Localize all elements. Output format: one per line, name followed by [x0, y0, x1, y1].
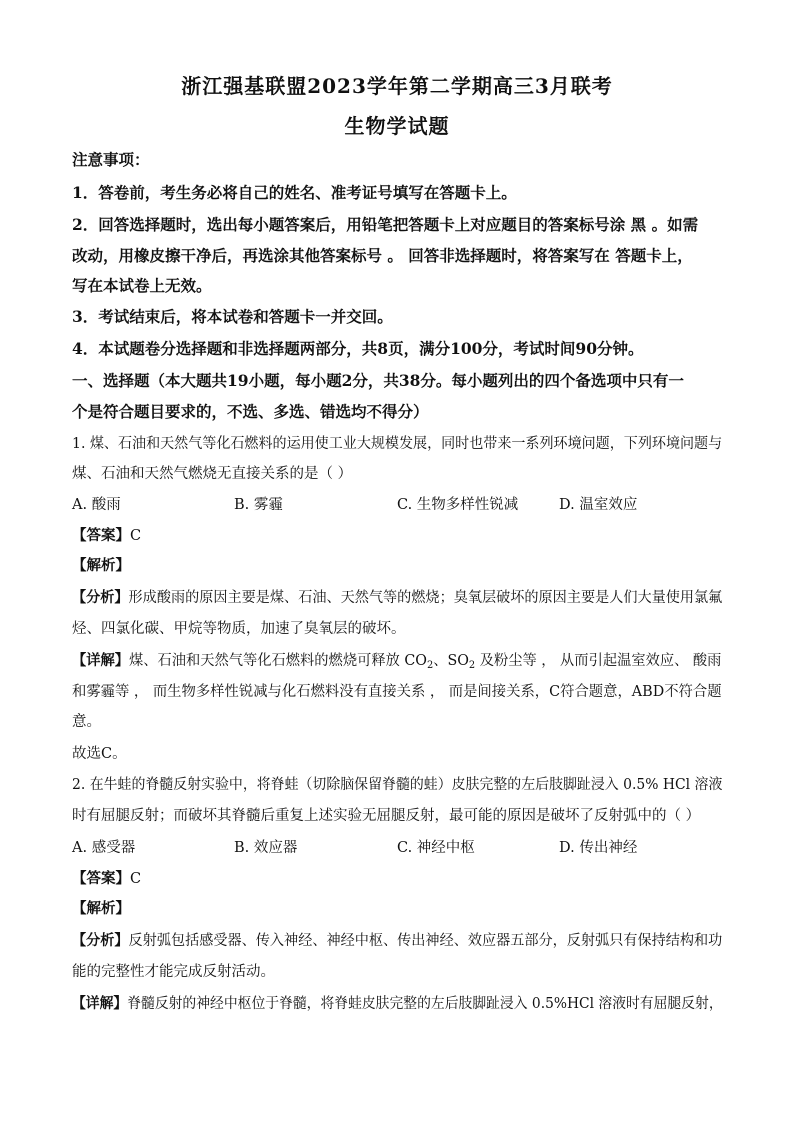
q1-fenxi [72, 588, 723, 608]
xiangjie-text-b: 、SO [433, 653, 469, 669]
notice-item-2: 2．回答选择题时，选出每小题答案后，用铅笔把答题卡上对应题目的答案标号涂 黑 。如需 [72, 215, 699, 234]
q2-option-d: D. 传出神经 [559, 840, 638, 856]
q2-stem-cont: 时有屈腿反射；而破坏其脊髓后重复上述实验无屈腿反射，最可能的原因是破坏了反射弧中的（ ） [72, 808, 701, 824]
notice-item-2-cont: 改动，用橡皮擦干净后，再选涂其他答案标号 。 回答非选择题时，将答案写在 答题卡上， [72, 246, 693, 265]
section-heading: 一、选择题（本大题共19小题，每小题2分，共38分。每小题列出的四个备选项中只有一 [72, 371, 684, 390]
q1-conclusion: 故选C。 [72, 746, 127, 762]
q1-stem-cont: 煤、石油和天然气燃烧无直接关系的是（ ） [72, 466, 353, 482]
fenxi-text: 反射弧包括感受器、传入神经、神经中枢、传出神经、效应器五部分，反射弧只有保持结构和功 [128, 933, 723, 949]
q1-fenxi-cont: 烃、四氯化碳、甲烷等物质，加速了臭氧层的破坏。 [72, 621, 406, 637]
q1-xiangjie-end: 意。 [72, 714, 101, 730]
co2-subscript: 2 [426, 660, 434, 671]
q1-option-a: A. 酸雨 [72, 497, 121, 513]
q2-answer [72, 869, 722, 889]
notice-item-4: 4．本试题卷分选择题和非选择题两部分，共8页，满分100分，考试时间90分钟。 [72, 339, 644, 358]
answer-tag: 【答案】 [72, 870, 130, 887]
q1-analysis-tag: 【解析】 [72, 557, 130, 574]
exam-title: 浙江强基联盟2023学年第二学期高三3月联考 [181, 74, 613, 98]
notice-item-2-end: 写在本试卷上无效。 [72, 276, 212, 295]
xiangjie-tag: 【详解】 [72, 652, 130, 669]
q1-option-d: D. 温室效应 [559, 497, 638, 513]
answer-tag: 【答案】 [72, 527, 130, 544]
notice-item-1: 1．答卷前，考生务必将自己的姓名、准考证号填写在答题卡上。 [72, 183, 517, 202]
q2-option-a: A. 感受器 [72, 840, 136, 856]
section-heading-cont: 个是符合题目要求的，不选、多选、错选均不得分） [72, 402, 429, 421]
fenxi-text: 形成酸雨的原因主要是煤、石油、天然气等的燃烧；臭氧层破坏的原因主要是人们大量使用氯氟 [128, 590, 723, 606]
so2-subscript: 2 [468, 660, 476, 671]
q2-option-b: B. 效应器 [234, 840, 298, 856]
xiangjie-tag: 【详解】 [72, 995, 128, 1012]
q1-xiangjie-cont: 和雾霾等 ， 而生物多样性锐减与化石燃料没有直接关系 ， 而是间接关系，C符合题意，ABD不符合题 [72, 684, 722, 700]
q2-xiangjie [72, 994, 723, 1014]
q2-fenxi [72, 931, 723, 951]
q1-answer [72, 526, 722, 546]
xiangjie-text: 脊髓反射的神经中枢位于脊髓，将脊蛙皮肤完整的左后肢脚趾浸入 0.5%HCl 溶液时有屈腿反射， [127, 996, 723, 1012]
q2-stem: 2. 在牛蛙的脊髓反射实验中，将脊蛙（切除脑保留脊髓的蛙）皮肤完整的左后肢脚趾浸入 0.5% HCl 溶液 [72, 777, 723, 793]
notice-heading: 注意事项： [72, 150, 150, 169]
answer-value: C [130, 528, 142, 544]
xiangjie-text-a: 煤、石油和天然气等化石燃料的燃烧可释放 CO [129, 653, 427, 669]
xiangjie-text-c: 及粉尘等 ， 从而引起温室效应、 酸雨 [475, 653, 722, 669]
q1-xiangjie [72, 651, 722, 671]
exam-subtitle: 生物学试题 [344, 114, 450, 138]
notice-item-3: 3．考试结束后，将本试卷和答题卡一并交回。 [72, 307, 393, 326]
q2-fenxi-cont: 能的完整性才能完成反射活动。 [72, 964, 275, 980]
fenxi-tag: 【分析】 [72, 589, 129, 606]
fenxi-tag: 【分析】 [72, 932, 129, 949]
q1-stem: 1. 煤、石油和天然气等化石燃料的运用使工业大规模发展，同时也带来一系列环境问题，下列环境问题与 [72, 436, 723, 452]
q1-option-b: B. 雾霾 [234, 497, 283, 513]
q2-analysis-tag: 【解析】 [72, 900, 130, 917]
q2-option-c: C. 神经中枢 [397, 840, 475, 856]
q1-option-c: C. 生物多样性锐减 [397, 497, 519, 513]
answer-value: C [130, 871, 142, 887]
